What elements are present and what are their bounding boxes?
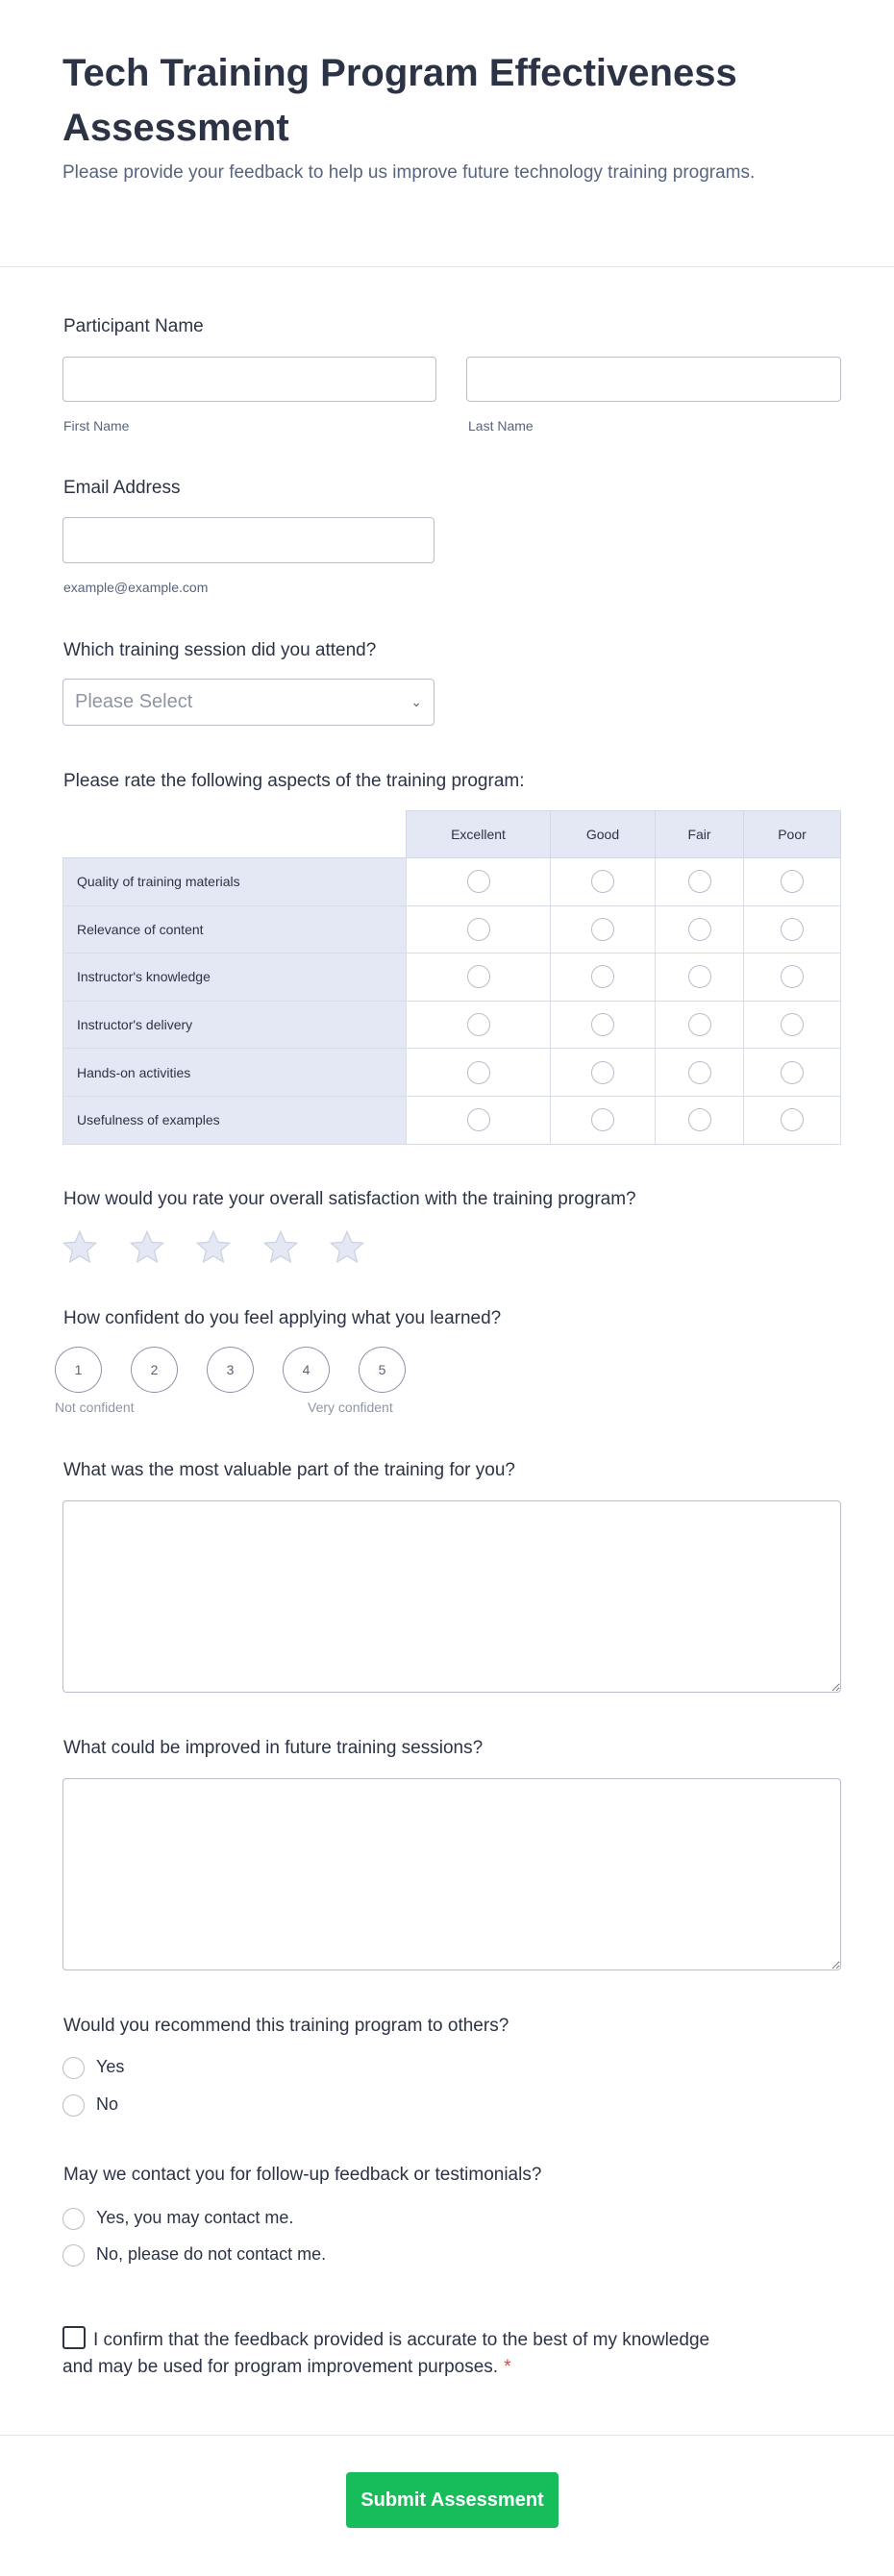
matrix-cell [551,858,656,906]
radio-button[interactable] [781,1013,804,1036]
radio-button[interactable] [467,965,490,988]
matrix-row [63,954,841,1002]
confirm-field [62,2326,716,2381]
radio-button[interactable] [467,1108,490,1131]
matrix-cell [744,1001,841,1049]
matrix-label: Please rate the following aspects of the training program: [63,771,525,791]
matrix-row-label: Relevance of content [63,905,407,954]
matrix-cell [656,905,744,954]
page-title: Tech Training Program Effectiveness Assessment [62,52,737,149]
matrix-col: Fair [656,811,744,858]
matrix-row [63,858,841,906]
scale-option[interactable]: 4 [283,1347,330,1393]
satisfaction-label: How would you rate your overall satisfaction with the training program? [63,1189,636,1209]
session-label: Which training session did you attend? [63,640,377,660]
matrix-cell [744,954,841,1002]
matrix-cell [744,905,841,954]
radio-button[interactable] [688,870,711,893]
scale-option[interactable]: 2 [131,1347,178,1393]
radio-button[interactable] [62,2057,85,2079]
matrix-cell [551,905,656,954]
matrix-row-label: Quality of training materials [63,858,407,906]
star-icon[interactable] [261,1228,300,1267]
matrix-cell [744,858,841,906]
matrix-cell [551,1049,656,1097]
rating-matrix [62,810,841,1145]
valuable-label: What was the most valuable part of the training for you? [63,1460,515,1480]
star-icon[interactable] [328,1228,366,1267]
improved-textarea[interactable] [62,1778,841,1970]
scale-option[interactable]: 3 [207,1347,254,1393]
recommend-option-no[interactable]: No [62,2093,118,2117]
last-name-input[interactable] [466,357,841,402]
matrix-cell [551,1096,656,1144]
confirm-checkbox[interactable] [62,2326,86,2349]
scale-option[interactable]: 1 [55,1347,102,1393]
improved-label: What could be improved in future training sessions? [63,1738,484,1758]
matrix-cell [551,1001,656,1049]
radio-button[interactable] [781,918,804,941]
radio-button[interactable] [781,1108,804,1131]
last-name-sublabel: Last Name [468,418,534,433]
matrix-cell [407,1001,551,1049]
scale-option[interactable]: 5 [359,1347,406,1393]
matrix-row-label: Instructor's knowledge [63,954,407,1002]
confidence-label: How confident do you feel applying what you learned? [63,1308,502,1328]
radio-button[interactable] [591,918,614,941]
matrix-row [63,1096,841,1144]
email-input[interactable] [62,517,435,563]
matrix-row [63,905,841,954]
matrix-col: Poor [744,811,841,858]
page-subtitle: Please provide your feedback to help us improve future technology training programs. [62,162,756,183]
star-icon[interactable] [128,1228,166,1267]
radio-button[interactable] [467,918,490,941]
matrix-row-label: Usefulness of examples [63,1096,407,1144]
matrix-cell [656,1049,744,1097]
matrix-cell [407,858,551,906]
valuable-textarea[interactable] [62,1500,841,1693]
matrix-cell [407,1096,551,1144]
confirm-text: I confirm that the feedback provided is accurate to the best of my knowledge and may be used for program improvement purposes. [62,2330,710,2377]
email-label: Email Address [63,478,181,498]
matrix-cell [656,1096,744,1144]
scale-high-label: Very confident [308,1399,393,1415]
radio-button[interactable] [781,870,804,893]
matrix-row [63,1049,841,1097]
radio-button[interactable] [688,918,711,941]
matrix-row-label: Instructor's delivery [63,1001,407,1049]
radio-button[interactable] [591,1108,614,1131]
star-icon[interactable] [194,1228,233,1267]
matrix-col: Excellent [407,811,551,858]
matrix-cell [407,905,551,954]
radio-button[interactable] [591,1061,614,1084]
radio-button[interactable] [467,1013,490,1036]
radio-button[interactable] [591,870,614,893]
matrix-corner [63,811,407,858]
matrix-cell [656,1001,744,1049]
radio-button[interactable] [62,2244,85,2266]
matrix-row [63,1001,841,1049]
star-icon[interactable] [61,1228,99,1267]
contact-label: May we contact you for follow-up feedback or testimonials? [63,2165,542,2185]
radio-button[interactable] [781,965,804,988]
radio-button[interactable] [688,1108,711,1131]
matrix-row-label: Hands-on activities [63,1049,407,1097]
matrix-cell [744,1049,841,1097]
first-name-input[interactable] [62,357,436,402]
first-name-sublabel: First Name [63,418,130,433]
contact-option-yes[interactable]: Yes, you may contact me. [62,2206,293,2230]
radio-button[interactable] [781,1061,804,1084]
contact-option-no[interactable]: No, please do not contact me. [62,2242,326,2266]
radio-button[interactable] [467,870,490,893]
radio-button[interactable] [62,2094,85,2117]
recommend-label: Would you recommend this training program to others? [63,2016,509,2036]
radio-button[interactable] [467,1061,490,1084]
session-select[interactable] [62,679,435,726]
recommend-option-yes[interactable]: Yes [62,2055,124,2079]
matrix-cell [656,858,744,906]
required-marker: * [504,2357,511,2377]
matrix-cell [407,954,551,1002]
submit-button[interactable]: Submit Assessment [346,2472,559,2528]
radio-button[interactable] [591,965,614,988]
session-select-value: Please Select [75,691,193,712]
matrix-cell [656,954,744,1002]
radio-button[interactable] [688,965,711,988]
participant-name-label: Participant Name [63,316,204,336]
radio-button[interactable] [688,1013,711,1036]
scale-low-label: Not confident [55,1399,135,1415]
matrix-col: Good [551,811,656,858]
radio-button[interactable] [591,1013,614,1036]
header-divider [0,266,894,267]
radio-button[interactable] [62,2208,85,2230]
matrix-cell [407,1049,551,1097]
radio-button[interactable] [688,1061,711,1084]
matrix-cell [744,1096,841,1144]
email-sublabel: example@example.com [63,580,209,595]
footer-divider [0,2435,894,2436]
chevron-down-icon: ⌄ [410,694,422,709]
matrix-cell [551,954,656,1002]
